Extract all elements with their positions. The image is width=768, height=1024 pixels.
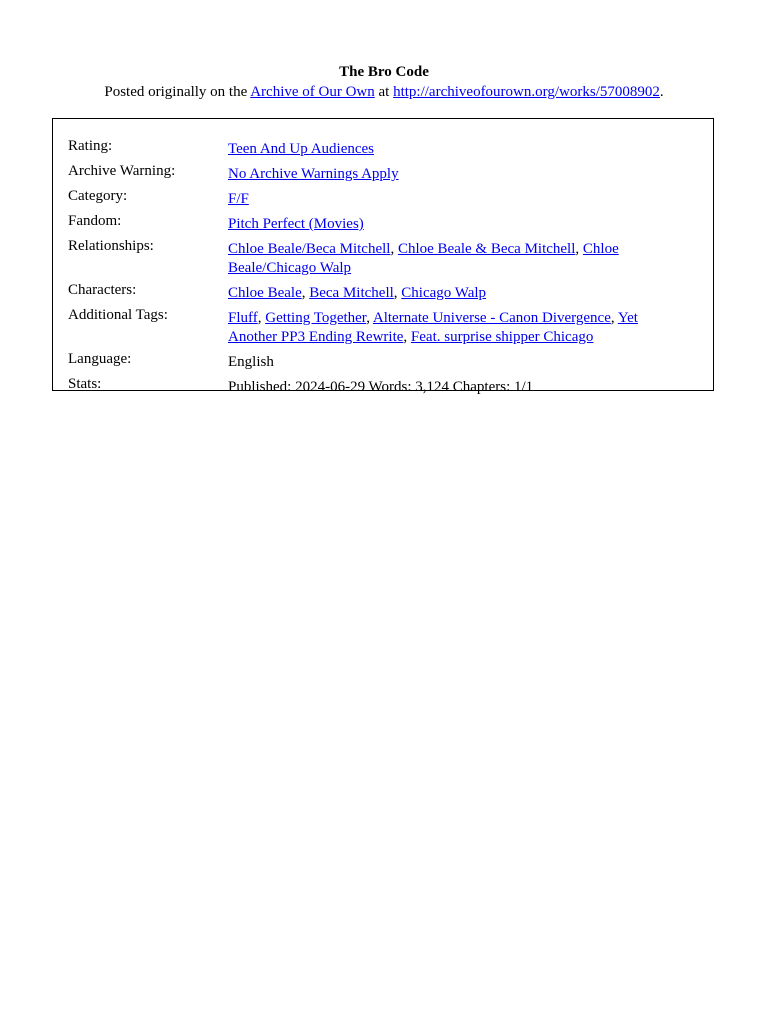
- relationships-tags: [228, 237, 688, 281]
- language-row: [68, 350, 688, 375]
- work-metadata-table: [68, 137, 688, 400]
- tag-link[interactable]: F/F: [228, 191, 249, 207]
- language-label: Language:: [68, 351, 132, 367]
- tag-link[interactable]: Beca Mitchell: [309, 285, 394, 301]
- rating-row: [68, 137, 688, 162]
- category-row: [68, 187, 688, 212]
- relationships-label: Relationships:: [68, 238, 154, 254]
- tag-separator: ,: [257, 310, 266, 326]
- tag-link[interactable]: Chloe Beale: [228, 285, 302, 301]
- characters-row: [68, 281, 688, 306]
- archive-link[interactable]: Archive of Our Own: [250, 84, 375, 100]
- tag-link[interactable]: Feat. surprise shipper Chicago: [410, 329, 594, 345]
- tag-link[interactable]: Chloe Beale/Beca Mitchell: [228, 241, 391, 257]
- tag-link[interactable]: Alternate Universe - Canon Divergence: [372, 310, 611, 326]
- rating-tags: [228, 137, 688, 162]
- tag-separator: ,: [366, 310, 373, 326]
- tag-separator: ,: [575, 241, 583, 257]
- posted-suffix: .: [659, 84, 664, 100]
- tag-link[interactable]: No Archive Warnings Apply: [228, 166, 399, 182]
- tag-separator: ,: [393, 285, 402, 301]
- work-url-link[interactable]: http://archiveofourown.org/works/57008902: [393, 84, 660, 100]
- tag-link[interactable]: Yet Another PP3 Ending Rewrite: [228, 310, 638, 345]
- category-tags: [228, 187, 688, 212]
- additional-tags-label: Additional Tags:: [68, 307, 168, 323]
- category-label: Category:: [68, 188, 128, 204]
- additional-tags-row: [68, 306, 688, 350]
- characters-label: Characters:: [68, 282, 137, 298]
- fandom-tags: [228, 212, 688, 237]
- warning-tags: [228, 162, 688, 187]
- fandom-label: Fandom:: [68, 213, 122, 229]
- additional-tags: [228, 306, 688, 350]
- stats-row: [68, 375, 688, 400]
- tag-link[interactable]: Pitch Perfect (Movies): [228, 216, 364, 232]
- work-metadata-box: [52, 118, 714, 395]
- tag-separator: ,: [390, 241, 398, 257]
- warning-label: Archive Warning:: [68, 163, 176, 179]
- relationships-row: [68, 237, 688, 281]
- rating-label: Rating:: [68, 138, 113, 154]
- tag-separator: ,: [301, 285, 310, 301]
- tag-link[interactable]: Chicago Walp: [401, 285, 487, 301]
- posted-prefix: Posted originally on the: [104, 84, 248, 100]
- tag-link[interactable]: Teen And Up Audiences: [228, 141, 375, 157]
- stats-value: Published: 2024-06-29 Words: 3,124 Chapters: 1/1: [228, 379, 534, 395]
- tag-link[interactable]: Chloe Beale & Beca Mitchell: [397, 241, 576, 257]
- tag-link[interactable]: Fluff: [228, 310, 258, 326]
- tag-link[interactable]: Chloe Beale/Chicago Walp: [228, 241, 619, 276]
- tag-separator: ,: [610, 310, 618, 326]
- stats-label: Stats:: [68, 376, 102, 392]
- fandom-row: [68, 212, 688, 237]
- posted-middle: at: [378, 84, 390, 100]
- posted-line: [0, 82, 768, 102]
- work-header: [0, 62, 768, 102]
- work-title: The Bro Code: [339, 64, 429, 80]
- tag-separator: ,: [403, 329, 411, 345]
- warning-row: [68, 162, 688, 187]
- language-value: English: [228, 354, 274, 370]
- characters-tags: [228, 281, 688, 306]
- tag-link[interactable]: Getting Together: [265, 310, 367, 326]
